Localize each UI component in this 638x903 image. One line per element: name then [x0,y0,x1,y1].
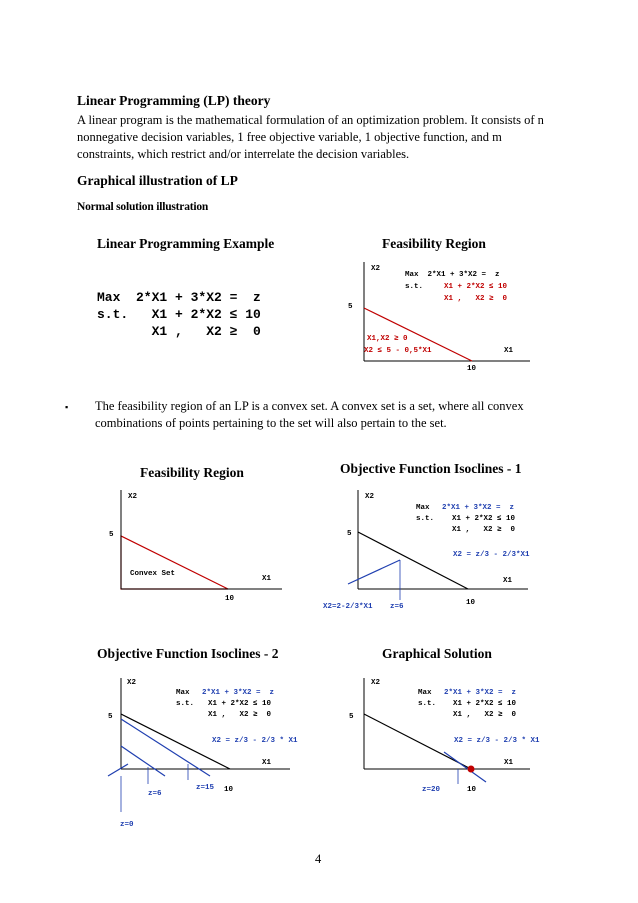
isoclines-chart-1 [318,484,543,614]
lp-max: Max 2*X1 + 3*X2 = z [405,271,500,279]
x2-label: X2 [128,493,138,501]
isocline-equation: X2 = z/3 - 2/3 * X1 [212,737,298,745]
isocline-z15 [121,719,210,776]
x1-label: X1 [503,577,513,585]
tick-10: 10 [467,365,477,373]
x2-label: X2 [365,493,375,501]
lp-st-kw: s.t. [405,283,424,291]
tick-5: 5 [348,303,353,311]
isocline-z6 [121,746,165,776]
x1-label: X1 [504,347,514,355]
st-kw: s.t. [418,700,437,708]
subsection-title: Normal solution illustration [77,201,209,213]
convex-set-region [121,536,228,589]
con1: X1 + 2*X2 ≤ 10 [453,700,517,708]
con1: X1 + 2*X2 ≤ 10 [452,515,516,523]
max-kw: Max [176,689,190,697]
panel2-title: Feasibility Region [140,465,244,480]
optimal-point [468,766,475,773]
st-kw: s.t. [416,515,435,523]
isocline-equation: X2 = z/3 - 2/3 * X1 [454,737,540,745]
isocline-line-label: X2=2-2/3*X1 [323,603,373,611]
lp-example-line-2: s.t. X1 + 2*X2 ≤ 10 [97,307,261,322]
graphical-solution-chart [340,672,560,802]
isocline-z0 [108,764,128,776]
bullet-line-2: combinations of points pertaining to the set will also pertain to the set. [95,416,447,430]
constraint-note: X2 ≤ 5 - 0,5*X1 [364,347,432,355]
z6-label: z=6 [390,603,404,611]
max-kw: Max [418,689,432,697]
tick-10: 10 [224,786,234,794]
z6-label: z=6 [148,790,162,798]
x2-label: X2 [371,679,381,687]
feasibility-region-chart-2 [100,484,290,606]
tick-5: 5 [108,713,113,721]
panel5-title: Graphical Solution [382,646,492,661]
page-heading: Linear Programming (LP) theory [77,93,271,108]
lp-con1: X1 + 2*X2 ≤ 10 [444,283,508,291]
nonneg-note: X1,X2 ≥ 0 [367,335,408,343]
x1-label: X1 [262,575,272,583]
isocline-equation: X2 = z/3 - 2/3*X1 [453,551,530,559]
constraint-line [358,532,468,589]
tick-10: 10 [466,599,476,607]
z20-label: z=20 [422,786,441,794]
lp-example-line-3: X1 , X2 ≥ 0 [97,324,261,339]
con1: X1 + 2*X2 ≤ 10 [208,700,272,708]
isocline-z20 [444,752,486,782]
convex-set-label: Convex Set [130,570,176,578]
con2: X1 , X2 ≥ 0 [453,711,517,719]
intro-line-3: constraints, which restrict and/or interrelate the decision variables. [77,147,410,161]
obj-eq: 2*X1 + 3*X2 = z [202,689,275,697]
x1-label: X1 [504,759,514,767]
z0-label: z=0 [120,821,134,829]
feasibility-region-chart-1 [340,256,540,381]
con2: X1 , X2 ≥ 0 [452,526,516,534]
page-number: 4 [315,852,322,866]
tick-10: 10 [225,595,235,603]
obj-eq: 2*X1 + 3*X2 = z [444,689,517,697]
x2-label: X2 [371,265,381,273]
panel1-title: Feasibility Region [382,236,486,251]
lp-example-line-1: Max 2*X1 + 3*X2 = z [97,290,261,305]
bullet-icon: ▪ [65,402,69,412]
isoclines-chart-2 [100,672,320,832]
max-kw: Max [416,504,430,512]
tick-5: 5 [347,530,352,538]
con2: X1 , X2 ≥ 0 [208,711,272,719]
lp-con2: X1 , X2 ≥ 0 [444,295,508,303]
x2-label: X2 [127,679,137,687]
lp-example-title: Linear Programming Example [97,236,275,251]
x1-label: X1 [262,759,272,767]
tick-5: 5 [349,713,354,721]
bullet-line-1: The feasibility region of an LP is a convex set. A convex set is a set, where all convex [95,399,524,413]
isocline-z6 [348,560,400,584]
tick-5: 5 [109,531,114,539]
panel3-title: Objective Function Isoclines - 1 [340,461,522,476]
st-kw: s.t. [176,700,195,708]
tick-10: 10 [467,786,477,794]
z15-label: z=15 [196,784,215,792]
obj-eq: 2*X1 + 3*X2 = z [442,504,515,512]
intro-line-1: A linear program is the mathematical formulation of an optimization problem. It consists of n [77,113,544,127]
panel4-title: Objective Function Isoclines - 2 [97,646,279,661]
section-title: Graphical illustration of LP [77,173,238,188]
intro-line-2: nonnegative decision variables, 1 free objective variable, 1 objective function, and m [77,130,502,144]
